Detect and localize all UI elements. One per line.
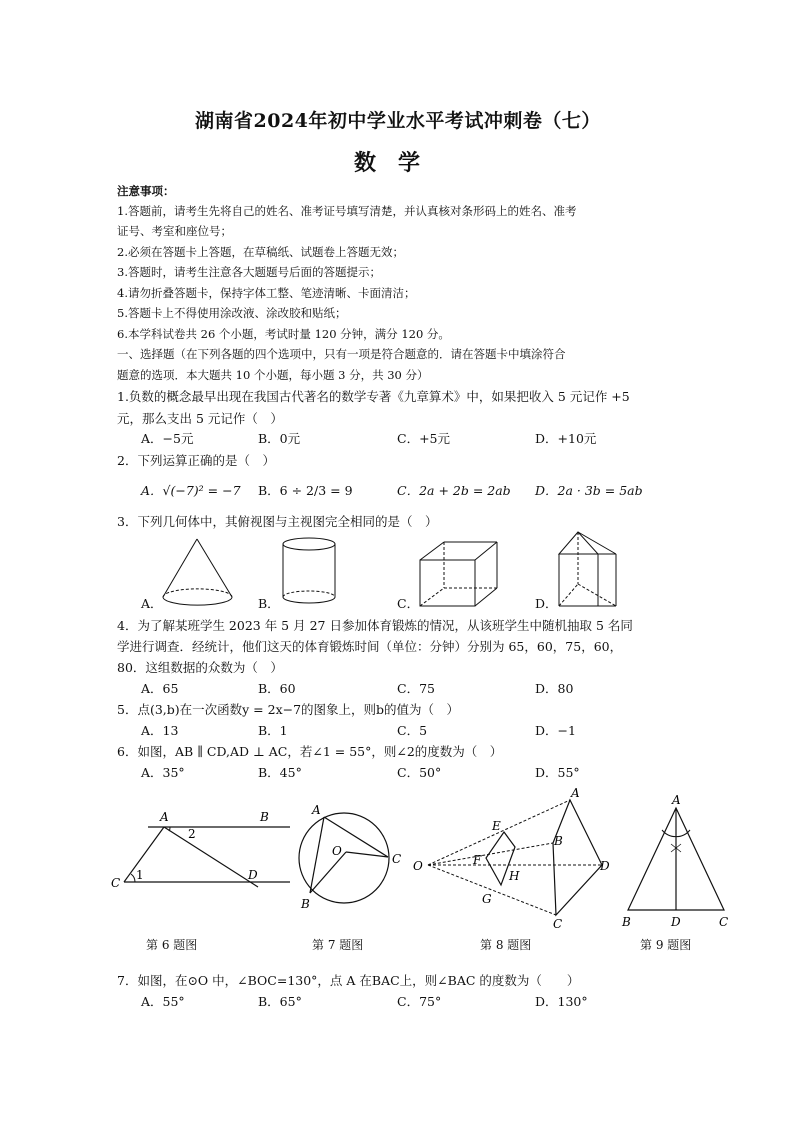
question-5-option-d[interactable]: D．−1: [535, 723, 576, 738]
fig7-label-a: A: [312, 803, 321, 817]
notice-heading: 注意事项：: [117, 184, 175, 198]
question-3-option-d[interactable]: D．: [535, 596, 558, 611]
fig6-label-b: B: [260, 810, 269, 824]
notice-item: 证号、考室和座位号；: [117, 224, 232, 238]
notice-item: 5.答题卡上不得使用涂改液、涂改胶和贴纸；: [117, 306, 347, 320]
fig8-label-b: B: [554, 834, 563, 848]
question-5-stem: 5．点(3,b)在一次函数y = 2x−7的图象上，则b的值为（ ）: [117, 702, 460, 717]
question-2-option-c[interactable]: C．2a + 2b = 2ab: [397, 483, 511, 498]
fig9-label-b: B: [622, 915, 631, 929]
fig8-label-o: O: [413, 859, 423, 873]
question-1-option-d[interactable]: D．+10元: [535, 431, 597, 446]
fig9-label-a: A: [672, 793, 681, 807]
fig8-label-f: F: [473, 853, 482, 867]
question-2-option-b[interactable]: B．6 ÷ 2/3 = 9: [258, 483, 353, 498]
question-2-option-d[interactable]: D．2a · 3b = 5ab: [535, 483, 643, 498]
question-2-stem: 2．下列运算正确的是（ ）: [117, 453, 275, 468]
subject-title: 数 学: [354, 150, 421, 176]
figure-9-caption: 第 9 题图: [640, 938, 692, 952]
question-1-line2: 元，那么支出 5 元记作（ ）: [117, 411, 283, 426]
figure-8-caption: 第 8 题图: [480, 938, 532, 952]
question-5-option-a[interactable]: A．13: [141, 723, 179, 738]
fig8-label-h: H: [509, 869, 520, 883]
question-7-option-a[interactable]: A．55°: [141, 994, 185, 1009]
question-6-option-d[interactable]: D．55°: [535, 765, 580, 780]
fig7-label-o: O: [332, 844, 342, 858]
question-6-option-c[interactable]: C．50°: [397, 765, 442, 780]
fig8-label-c: C: [553, 917, 563, 930]
prism-figure: [556, 530, 620, 612]
notice-item: 3.答题时，请考生注意各大题题号后面的答题提示；: [117, 265, 381, 279]
fig6-label-a: A: [160, 810, 169, 824]
question-1-option-b[interactable]: B．0元: [258, 431, 301, 446]
question-1-option-c[interactable]: C．+5元: [397, 431, 450, 446]
cylinder-figure: [280, 535, 340, 611]
figure-8: [408, 785, 618, 930]
question-4-line1: 4．为了解某班学生 2023 年 5 月 27 日参加体育锻炼的情况，从该班学生中随机抽取 5 名同: [117, 618, 633, 633]
cone-figure: [160, 535, 235, 610]
question-4-option-d[interactable]: D．80: [535, 681, 574, 696]
fig8-label-e: E: [492, 819, 501, 833]
question-7-option-d[interactable]: D．130°: [535, 994, 588, 1009]
question-4-line3: 80．这组数据的众数为（ ）: [117, 660, 283, 675]
cube-figure: [418, 540, 500, 610]
question-6-option-b[interactable]: B．45°: [258, 765, 302, 780]
fig7-label-b: B: [301, 897, 310, 911]
question-7-option-c[interactable]: C．75°: [397, 994, 442, 1009]
question-6-option-a[interactable]: A．35°: [141, 765, 185, 780]
question-1-option-a[interactable]: A．−5元: [141, 431, 194, 446]
question-1-line1: 1.负数的概念最早出现在我国古代著名的数学专著《九章算术》中，如果把收入 5 元记作 +5: [117, 389, 630, 404]
figure-7: [296, 800, 411, 915]
exam-title: 湖南省2024年初中学业水平考试冲刺卷（七）: [195, 110, 601, 132]
figure-6: [108, 805, 293, 895]
fig6-label-1: 1: [136, 868, 144, 882]
question-5-option-c[interactable]: C．5: [397, 723, 428, 738]
notice-item: 2.必须在答题卡上答题，在草稿纸、试题卷上答题无效；: [117, 245, 404, 259]
fig8-label-g: G: [482, 892, 492, 906]
fig7-label-c: C: [392, 852, 402, 866]
question-4-option-a[interactable]: A．65: [141, 681, 179, 696]
figure-9: [618, 792, 733, 932]
question-4-option-c[interactable]: C．75: [397, 681, 435, 696]
question-3-option-c[interactable]: C．: [397, 596, 420, 611]
section-heading-line1: 一、选择题（在下列各题的四个选项中，只有一项是符合题意的．请在答题卡中填涂符合: [117, 347, 566, 361]
figure-7-caption: 第 7 题图: [312, 938, 364, 952]
question-5-option-b[interactable]: B．1: [258, 723, 288, 738]
notice-item: 1.答题前，请考生先将自己的姓名、准考证号填写清楚，并认真核对条形码上的姓名、准考: [117, 204, 577, 218]
question-6-stem: 6．如图，AB ∥ CD,AD ⊥ AC，若∠1 = 55°，则∠2的度数为（ ）: [117, 744, 503, 759]
fig8-label-a: A: [571, 786, 580, 800]
question-7-option-b[interactable]: B．65°: [258, 994, 302, 1009]
figure-6-caption: 第 6 题图: [146, 938, 198, 952]
fig6-label-d: D: [248, 868, 258, 882]
fig6-label-c: C: [111, 876, 121, 890]
fig9-label-c: C: [719, 915, 729, 929]
question-2-option-a[interactable]: A．√(−7)² = −7: [141, 483, 241, 498]
fig6-label-2: 2: [188, 827, 196, 841]
section-heading-line2: 题意的选项．本大题共 10 个小题，每小题 3 分，共 30 分）: [117, 368, 429, 382]
question-4-option-b[interactable]: B．60: [258, 681, 296, 696]
notice-item: 6.本学科试卷共 26 个小题，考试时量 120 分钟，满分 120 分。: [117, 327, 450, 341]
question-7-stem: 7．如图，在⊙O 中，∠BOC=130°，点 A 在BAC上，则∠BAC 的度数为（ ）: [117, 973, 580, 988]
question-3-option-a[interactable]: A．: [141, 596, 163, 611]
question-4-line2: 学进行调查．经统计，他们这天的体育锻炼时间（单位：分钟）分别为 65，60，75，60，: [117, 639, 623, 654]
fig8-label-d: D: [600, 859, 610, 873]
notice-item: 4.请勿折叠答题卡，保持字体工整、笔迹清晰、卡面清洁；: [117, 286, 416, 300]
fig9-label-d: D: [671, 915, 681, 929]
question-3-stem: 3．下列几何体中，其俯视图与主视图完全相同的是（ ）: [117, 514, 438, 529]
question-3-option-b[interactable]: B．: [258, 596, 280, 611]
